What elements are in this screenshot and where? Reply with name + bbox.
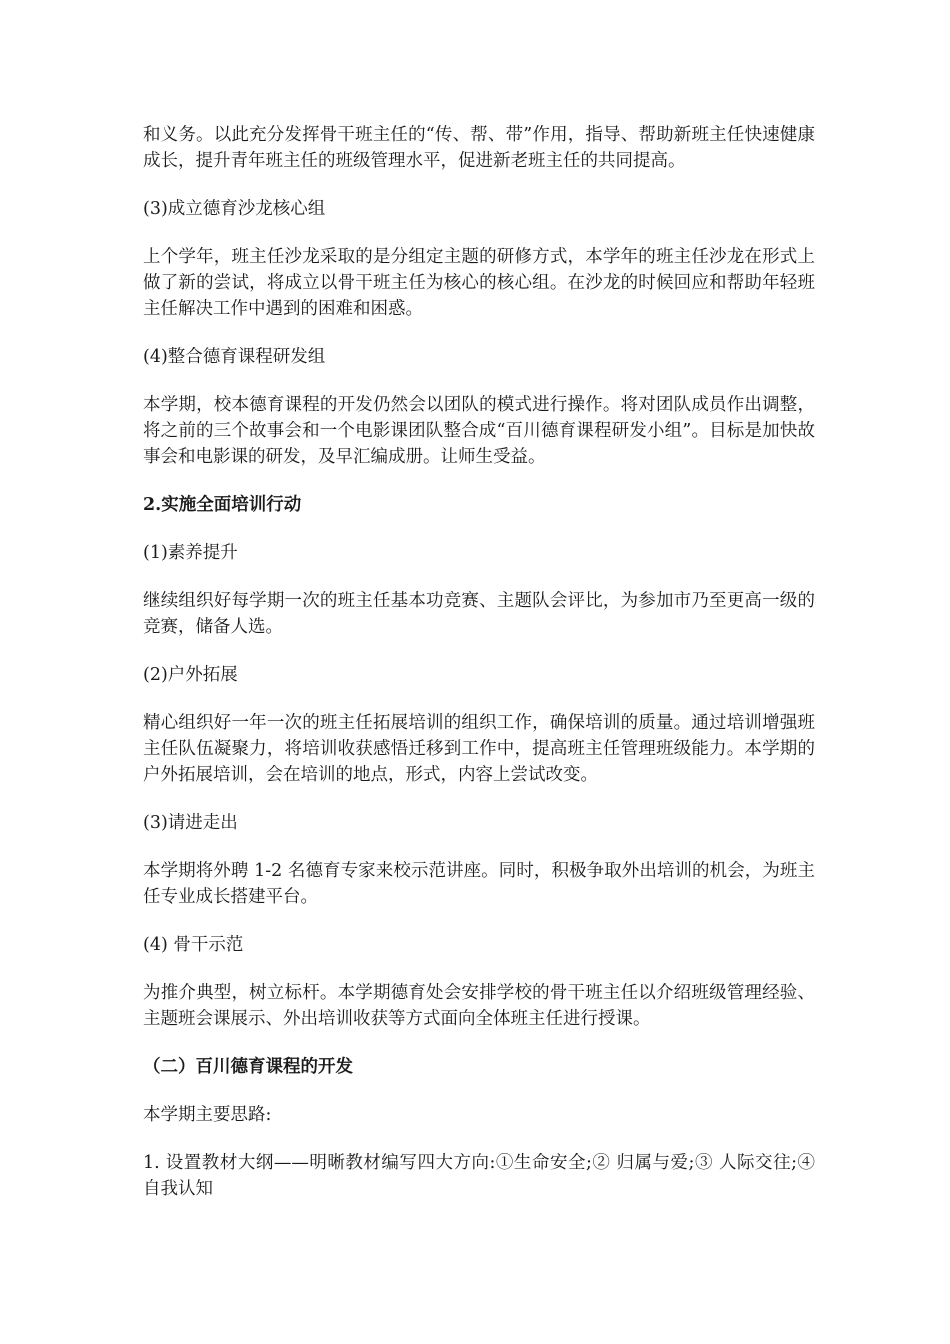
subheading-literacy: (1)素养提升	[143, 543, 238, 563]
paragraph-outline: 1. 设置教材大纲——明晰教材编写四大方向:①生命安全;② 归属与爱;③ 人际交往;④ 自我认知	[143, 1153, 815, 1199]
subheading-outdoor: (2)户外拓展	[143, 665, 238, 685]
subheading-curriculum-group: (4)整合德育课程研发组	[143, 347, 326, 367]
paragraph-invite: 本学期将外聘 1-2 名德育专家来校示范讲座。同时，积极争取外出培训的机会，为班主任专业成长搭建平台。	[143, 861, 815, 907]
section-heading-curriculum: （二）百川德育课程的开发	[143, 1057, 353, 1077]
paragraph-salon-core-group: 上个学年，班主任沙龙采取的是分组定主题的研修方式，本学年的班主任沙龙在形式上做了新的尝试，将成立以骨干班主任为核心的核心组。在沙龙的时候回应和帮助年轻班主任解决工作中遇到的困难和困惑。	[143, 247, 815, 319]
section-heading-training: 2.实施全面培训行动	[143, 495, 302, 515]
subheading-invite: (3)请进走出	[143, 813, 238, 833]
paragraph-backbone: 为推介典型，树立标杆。本学期德育处会安排学校的骨干班主任以介绍班级管理经验、主题班会课展示、外出培训收获等方式面向全体班主任进行授课。	[143, 983, 815, 1029]
paragraph-literacy: 继续组织好每学期一次的班主任基本功竞赛、主题队会评比，为参加市乃至更高一级的竞赛，储备人选。	[143, 591, 815, 637]
paragraph-curriculum-group: 本学期，校本德育课程的开发仍然会以团队的模式进行操作。将对团队成员作出调整，将之前的三个故事会和一个电影课团队整合成“百川德育课程研发小组”。目标是加快故事会和电影课的研发，及早汇编成册。让师生受益。	[143, 395, 815, 467]
subheading-backbone: (4) 骨干示范	[143, 935, 244, 955]
paragraph-mentor-duties: 和义务。以此充分发挥骨干班主任的“传、帮、带”作用，指导、帮助新班主任快速健康成长，提升青年班主任的班级管理水平，促进新老班主任的共同提高。	[143, 125, 815, 171]
subheading-main-ideas: 本学期主要思路:	[143, 1105, 272, 1125]
document-page	[143, 122, 815, 1224]
subheading-salon-core-group: (3)成立德育沙龙核心组	[143, 199, 326, 219]
paragraph-outdoor: 精心组织好一年一次的班主任拓展培训的组织工作，确保培训的质量。通过培训增强班主任队伍凝聚力，将培训收获感悟迁移到工作中，提高班主任管理班级能力。本学期的户外拓展培训，会在培训的地点，形式，内容上尝试改变。	[143, 713, 815, 785]
